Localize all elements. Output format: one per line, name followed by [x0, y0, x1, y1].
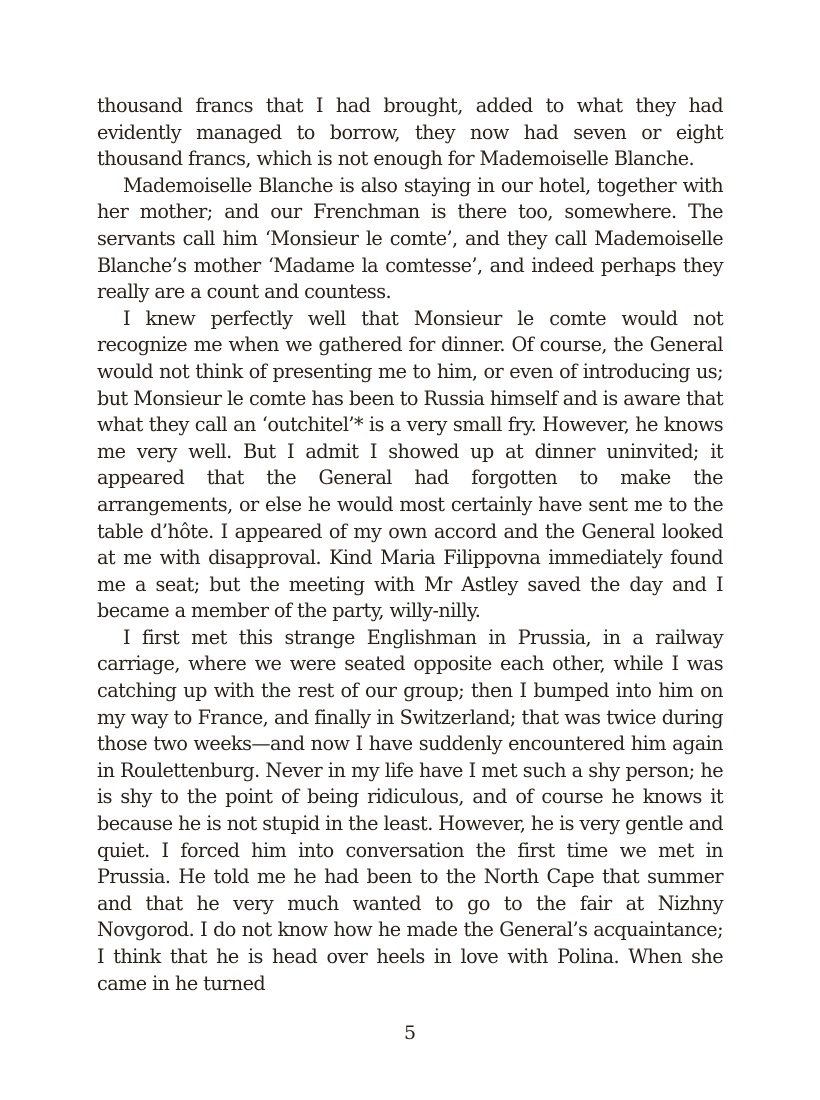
page-number: 5 — [403, 1022, 417, 1044]
paragraph-1: thousand francs that I had brought, added to what they had evidently managed to borrow, they now had seven or eight thousand francs, which is not enough for Mademoiselle Blanche. — [97, 94, 723, 171]
paragraph-2: Mademoiselle Blanche is also staying in our hotel, together with her mother; and our Frenchman is there too, somewhere. The servants call him ‘Monsieur le comte’, and they call Mademoiselle Blanche’s mother ‘Madame la comtesse’, and indeed perhaps they really are a count and countess. — [97, 173, 723, 304]
paragraph-4: I first met this strange Englishman in Prussia, in a railway carriage, where we were seated opposite each other, while I was catching up with the rest of our group; then I bumped into him on my way to France, and finally in Switzerland; that was twice during those two weeks—and now I have suddenly encountered him again in Roulettenburg. Never in my life have I met such a shy person; he is shy to the point of being ridiculous, and of course he knows it because he is not stupid in the least. However, he is very gentle and quiet. I forced him into conversation the first time we met in Prussia. He told me he had been to the North Cape that summer and that he very much wanted to go to the fair at Nizhny Novgorod. I do not know how he made the General’s acquaintance; I think that he is head over heels in love with Polina. When she came in he turned — [97, 625, 723, 995]
page-body — [97, 93, 723, 997]
paragraph-3: I knew perfectly well that Monsieur le comte would not recognize me when we gathered for dinner. Of course, the General would not think of presenting me to him, or even of introducing us; but Monsieur le comte has been to Russia himself and is aware that what they call an ‘outchitel’* is a very small fry. However, he knows me very well. But I admit I showed up at dinner uninvited; it appeared that the General had forgotten to make the arrangements, or else he would most certainly have sent me to the table d’hôte. I appeared of my own accord and the General looked at me with disapproval. Kind Maria Filippovna immediately found me a seat; but the meeting with Mr Astley saved the day and I became a member of the party, willy-nilly. — [97, 306, 723, 623]
